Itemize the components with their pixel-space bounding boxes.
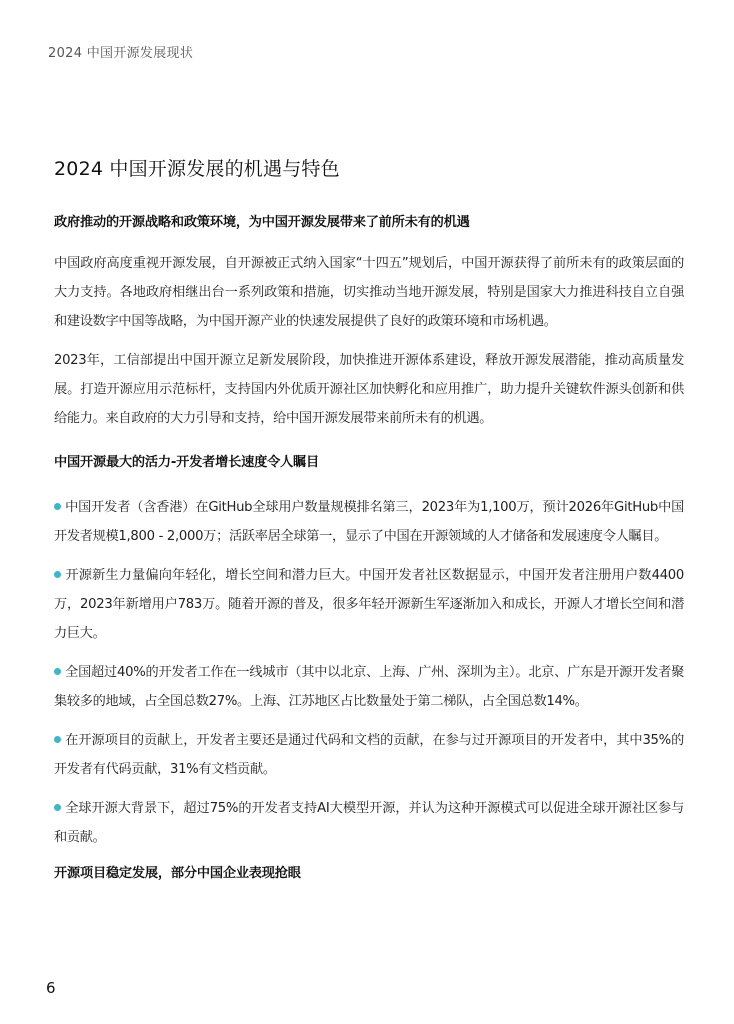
paragraph-policy-support: 中国政府高度重视开源发展，自开源被正式纳入国家“十四五”规划后，中国开源获得了前所未有的政策层面的大力支持。各地政府相继出台一系列政策和措施，切实推动当地开源发展，特别是国家大力推进科技自立自强和建设数字中国等战略，为中国开源产业的快速发展提供了良好的政策环境和市场机遇。 [54, 256, 684, 329]
section-heading-developers: 中国开源最大的活力-开发者增长速度令人瞩目 [54, 455, 320, 470]
page-title: 2024 中国开源发展的机遇与特色 [54, 158, 340, 180]
document-body [54, 213, 684, 884]
page-number: 6 [46, 979, 56, 997]
bullet-text: 全国超过40%的开发者工作在一线城市（其中以北京、上海、广州、深圳为主）。北京、广东是开源开发者聚集较多的地域，占全国总数27%。上海、江苏地区占比数量处于第二梯队，占全国总数14%。 [54, 665, 684, 709]
section-heading-policy: 政府推动的开源战略和政策环境，为中国开源发展带来了前所未有的机遇 [54, 215, 470, 230]
bullet-item-contributions [54, 726, 684, 784]
bullet-text: 中国开发者（含香港）在GitHub全球用户数量规模排名第三，2023年为1,100万，预计2026年GitHub中国开发者规模1,800 - 2,000万；活跃率居全球第一，显示了中国在开源领域的人才储备和发展速度令人瞩目。 [54, 500, 684, 544]
bullet-text: 全球开源大背景下，超过75%的开发者支持AI大模型开源，并认为这种开源模式可以促进全球开源社区参与和贡献。 [54, 801, 684, 845]
bullet-dot-icon [54, 736, 61, 743]
bullet-dot-icon [54, 503, 61, 510]
running-header: 2024 中国开源发展现状 [48, 46, 194, 61]
bullet-dot-icon [54, 804, 61, 811]
paragraph-miit-2023: 2023年，工信部提出中国开源立足新发展阶段，加快推进开源体系建设，释放开源发展潜能，推动高质量发展。打造开源应用示范标杆，支持国内外优质开源社区加快孵化和应用推广，助力提升关键软件源头创新和供给能力。来自政府的大力引导和支持，给中国开源发展带来前所未有的机遇。 [54, 353, 684, 426]
section-heading-projects: 开源项目稳定发展，部分中国企业表现抢眼 [54, 866, 301, 881]
bullet-item-github-ranking [54, 493, 684, 551]
bullet-dot-icon [54, 571, 61, 578]
bullet-text: 在开源项目的贡献上，开发者主要还是通过代码和文档的贡献，在参与过开源项目的开发者中，其中35%的开发者有代码贡献，31%有文档贡献。 [54, 733, 684, 777]
bullet-dot-icon [54, 668, 61, 675]
bullet-item-young-developers [54, 561, 684, 648]
bullet-item-ai-open-source [54, 794, 684, 852]
bullet-item-city-distribution [54, 658, 684, 716]
bullet-text: 开源新生力量偏向年轻化，增长空间和潜力巨大。中国开发者社区数据显示，中国开发者注册用户数4400万，2023年新增用户783万。随着开源的普及，很多年轻开源新生军逐渐加入和成长，开源人才增长空间和潜力巨大。 [54, 568, 684, 641]
